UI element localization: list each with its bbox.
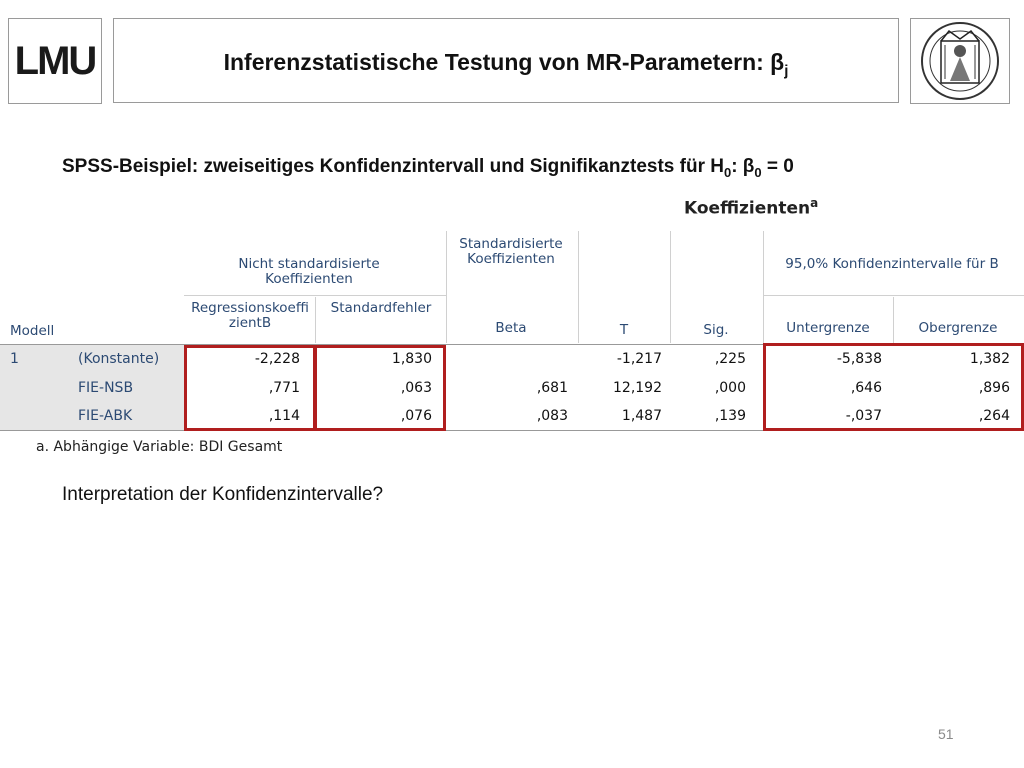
interpretation-question: Interpretation der Konfidenzintervalle? [62, 484, 384, 505]
cell-upper: ,264 [978, 408, 1010, 424]
grid-line [763, 231, 764, 343]
grid-line [578, 231, 579, 343]
spss-coefficients-table [0, 229, 1024, 434]
highlight-regression-coefficients [184, 345, 316, 431]
column-header-beta: Beta [495, 320, 527, 336]
grid-line [184, 295, 446, 296]
column-header-t: T [619, 322, 629, 338]
grid-line [763, 295, 1024, 296]
cell-lower: ,646 [850, 380, 882, 396]
slide-subtitle: SPSS-Beispiel: zweiseitiges Konfidenzintervall und Signifikanztests für $H_0$: $\beta_0 = 0$ [62, 156, 794, 180]
highlight-confidence-intervals [763, 343, 1024, 431]
lmu-logo-text: LMU [14, 39, 96, 83]
column-header-modell: Modell [10, 323, 55, 339]
cell-se: 1,830 [391, 351, 432, 367]
cell-sig: ,225 [714, 351, 746, 367]
spss-table-caption: Koeffizienten$^a$ [684, 196, 819, 219]
cell-b: -2,228 [254, 351, 300, 367]
cell-beta: ,083 [536, 408, 568, 424]
row-label: FIE-ABK [78, 408, 133, 424]
title-bar [113, 18, 899, 103]
table-footnote: a. Abhängige Variable: BDI Gesamt [36, 439, 283, 455]
cell-se: ,076 [400, 408, 432, 424]
university-seal [910, 18, 1010, 104]
group-header-standardized: Standardisierte Koeffizienten [459, 236, 563, 267]
cell-t: 1,487 [621, 408, 662, 424]
cell-b: ,771 [268, 380, 300, 396]
grid-line [315, 297, 316, 343]
column-header-standardfehler: Standardfehler [330, 300, 432, 316]
column-header-obergrenze: Obergrenze [918, 320, 998, 336]
grid-line [670, 231, 671, 343]
cell-t: -1,217 [616, 351, 662, 367]
group-header-unstandardized: Nicht standardisierte Koeffizienten [238, 256, 380, 287]
cell-lower: -,037 [845, 408, 882, 424]
cell-upper: 1,382 [969, 351, 1010, 367]
cell-b: ,114 [268, 408, 300, 424]
column-header-regressionskoeffizient: RegressionskoeffizientB [191, 300, 309, 331]
seal-icon [911, 19, 1009, 103]
model-number: 1 [10, 351, 19, 367]
cell-sig: ,000 [714, 380, 746, 396]
cell-sig: ,139 [714, 408, 746, 424]
group-header-confidence-interval: 95,0% Konfidenzintervalle für B [785, 256, 999, 272]
cell-lower: -5,838 [836, 351, 882, 367]
highlight-standard-errors [314, 345, 446, 431]
column-header-sig: Sig. [703, 322, 729, 338]
lmu-logo [8, 18, 102, 104]
cell-se: ,063 [400, 380, 432, 396]
cell-t: 12,192 [613, 380, 662, 396]
row-label: FIE-NSB [78, 380, 134, 396]
grid-line [446, 231, 447, 343]
cell-beta [452, 345, 568, 373]
column-header-untergrenze: Untergrenze [786, 320, 870, 336]
grid-line [893, 297, 894, 343]
cell-beta: ,681 [536, 380, 568, 396]
slide-title: Inferenzstatistische Testung von MR-Parametern: $\beta_j$ [223, 49, 789, 80]
row-label: (Konstante) [78, 351, 160, 367]
page-number: 51 [938, 726, 954, 742]
cell-upper: ,896 [978, 380, 1010, 396]
